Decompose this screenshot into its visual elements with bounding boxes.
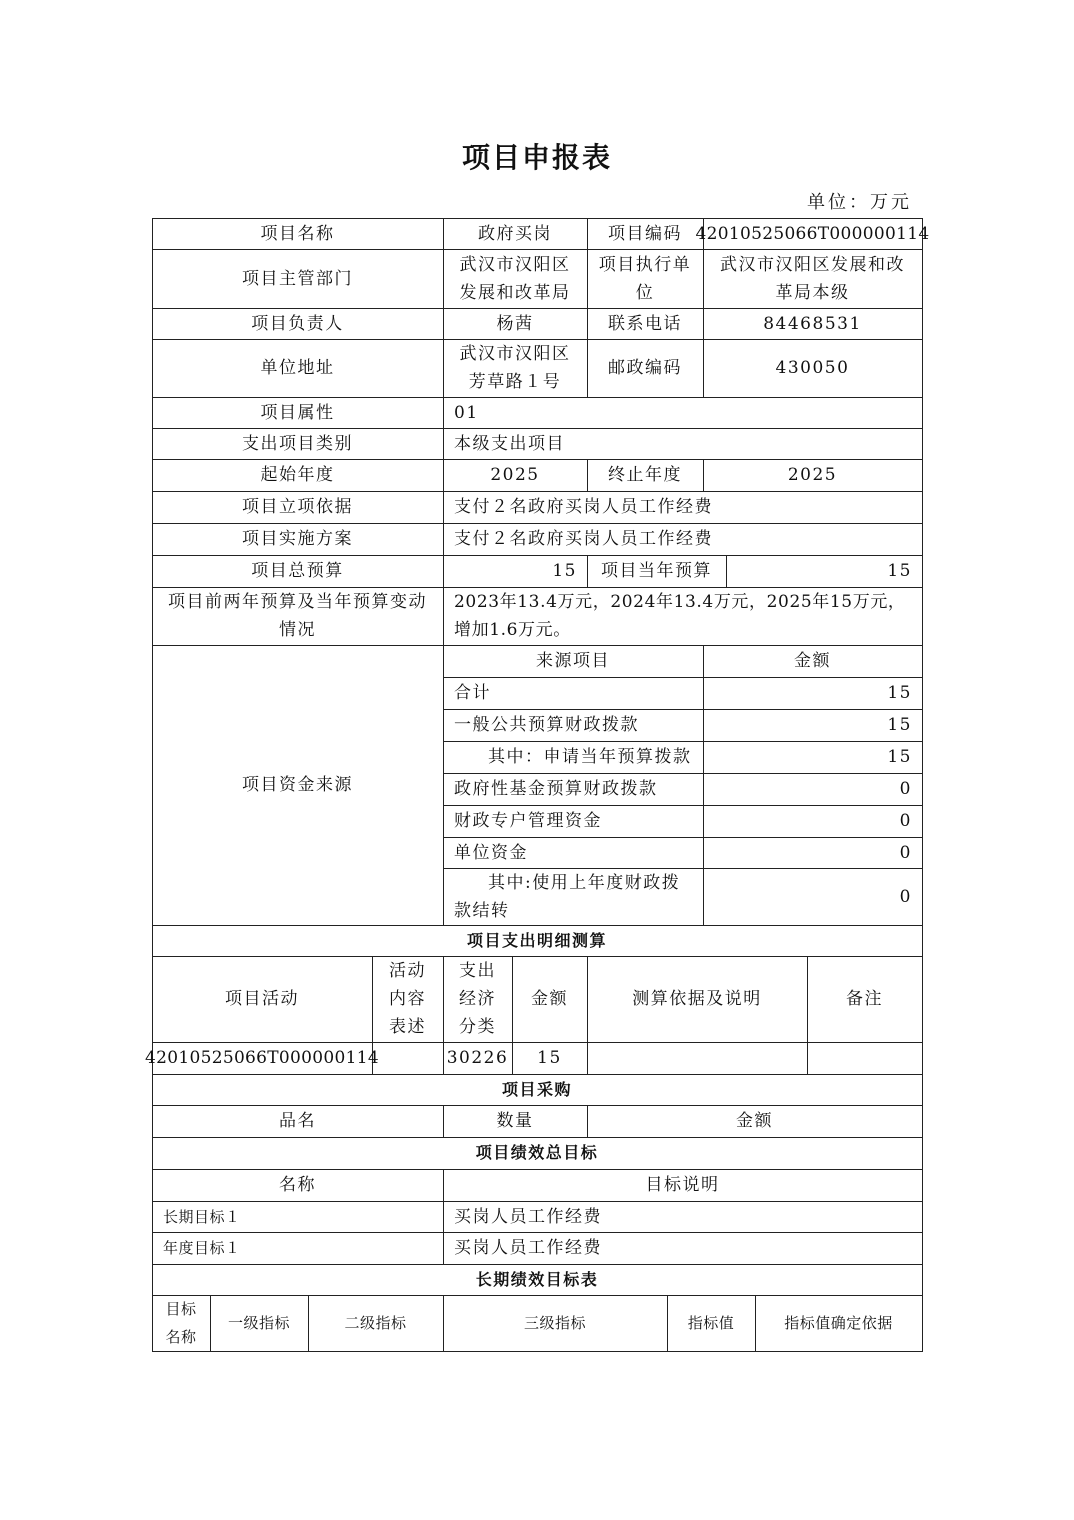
detail-header-amount: 金额 xyxy=(531,989,568,1009)
phone-label: 联系电话 xyxy=(608,313,682,334)
exec-unit-value: 武汉市汉阳区发展和改革局本级 xyxy=(720,254,905,303)
plan-label: 项目实施方案 xyxy=(242,529,353,549)
grid-line xyxy=(152,1351,923,1352)
detail-header-note: 备注 xyxy=(846,989,883,1009)
goals-section-title: 项目绩效总目标 xyxy=(475,1143,599,1162)
goals-header-desc: 目标说明 xyxy=(645,1175,720,1195)
postcode-value: 430050 xyxy=(775,358,850,378)
total-budget-label: 项目总预算 xyxy=(251,561,344,581)
procurement-header-qty: 数量 xyxy=(496,1111,534,1131)
goals-header-name: 名称 xyxy=(279,1175,316,1195)
detail-header-content: 活动内容表述 xyxy=(389,961,426,1037)
goal-name: 年度目标１ xyxy=(163,1239,241,1257)
procurement-header-amount: 金额 xyxy=(736,1111,773,1131)
dept-value: 武汉市汉阳区发展和改革局 xyxy=(459,254,571,303)
end-year-label: 终止年度 xyxy=(608,465,682,485)
funding-source-amount: 0 xyxy=(899,886,912,907)
funding-source-name: 合计 xyxy=(454,683,491,703)
funding-source-amount: 0 xyxy=(899,842,912,863)
funding-source-name: 财政专户管理资金 xyxy=(454,811,602,831)
start-year-label: 起始年度 xyxy=(260,465,335,485)
change-value: 2023年13.4万元，2024年13.4万元，2025年15万元，增加1.6万元。 xyxy=(454,592,906,640)
detail-header-basis: 测算依据及说明 xyxy=(632,989,762,1009)
category-value: 本级支出项目 xyxy=(454,433,565,454)
basis-label: 项目立项依据 xyxy=(242,497,353,517)
long-term-header-level1: 一级指标 xyxy=(227,1314,290,1332)
long-term-header-name: 目标名称 xyxy=(165,1300,197,1346)
dept-label: 项目主管部门 xyxy=(242,268,353,289)
long-term-header-level3: 三级指标 xyxy=(523,1314,586,1332)
year-budget-value: 15 xyxy=(887,561,912,581)
funding-label: 项目资金来源 xyxy=(242,775,353,795)
procurement-header-item: 品名 xyxy=(279,1111,316,1131)
funding-source-amount: 0 xyxy=(899,779,912,799)
funding-source-name: 其中：申请当年预算拨款 xyxy=(488,747,692,767)
long-term-header-level2: 二级指标 xyxy=(344,1314,407,1332)
phone-value: 84468531 xyxy=(763,313,862,334)
page-title: 项目申报表 xyxy=(461,141,612,174)
goal-desc: 买岗人员工作经费 xyxy=(454,1238,602,1258)
leader-value: 杨茜 xyxy=(496,313,534,334)
attr-label: 项目属性 xyxy=(260,402,335,423)
detail-row-econ: 30226 xyxy=(446,1048,509,1068)
goal-desc: 买岗人员工作经费 xyxy=(454,1206,602,1227)
funding-source-name: 单位资金 xyxy=(454,842,528,863)
project-code-label: 项目编码 xyxy=(608,223,682,244)
year-budget-label: 项目当年预算 xyxy=(601,561,712,581)
funding-source-name: 政府性基金预算财政拨款 xyxy=(454,779,658,799)
project-name-label: 项目名称 xyxy=(260,223,335,244)
detail-row-content xyxy=(372,1042,443,1074)
start-year-value: 2025 xyxy=(490,465,540,485)
funding-source-amount: 15 xyxy=(887,715,912,735)
change-label: 项目前两年预算及当年预算变动情况 xyxy=(168,592,427,640)
address-value: 武汉市汉阳区芳草路１号 xyxy=(459,344,571,392)
postcode-label: 邮政编码 xyxy=(608,358,682,378)
funding-source-name: 其中:使用上年度财政拨款结转 xyxy=(454,872,681,921)
detail-row-note xyxy=(807,1042,922,1074)
unit-label: 单位：万元 xyxy=(807,192,912,213)
detail-header-econ: 支出经济分类 xyxy=(459,961,496,1037)
detail-row-amount: 15 xyxy=(537,1048,562,1068)
grid-line xyxy=(922,218,923,1352)
exec-unit-label: 项目执行单位 xyxy=(598,254,692,303)
plan-value: 支付２名政府买岗人员工作经费 xyxy=(454,529,713,549)
long-term-header-value: 指标值 xyxy=(687,1314,735,1332)
category-label: 支出项目类别 xyxy=(242,433,353,454)
funding-source-amount: 0 xyxy=(899,811,912,831)
detail-row-basis xyxy=(587,1042,807,1074)
end-year-value: 2025 xyxy=(787,465,838,485)
attr-value: 01 xyxy=(454,402,479,423)
goal-name: 长期目标１ xyxy=(163,1207,241,1226)
project-name-value: 政府买岗 xyxy=(478,223,552,244)
funding-source-amount: 15 xyxy=(887,747,912,767)
address-label: 单位地址 xyxy=(260,358,335,378)
procurement-section-title: 项目采购 xyxy=(501,1079,572,1099)
total-budget-value: 15 xyxy=(552,561,577,581)
long-term-header-basis: 指标值确定依据 xyxy=(784,1314,893,1332)
detail-header-activity: 项目活动 xyxy=(225,989,299,1009)
funding-source-amount: 15 xyxy=(887,683,912,703)
funding-header-source: 来源项目 xyxy=(536,651,610,671)
funding-header-amount: 金额 xyxy=(794,651,831,671)
long-term-section-title: 长期绩效目标表 xyxy=(475,1269,599,1289)
project-code-value: 42010525066T000000114 xyxy=(695,223,930,244)
basis-value: 支付２名政府买岗人员工作经费 xyxy=(454,497,713,517)
detail-row-activity: 42010525066T000000114 xyxy=(145,1048,379,1068)
leader-label: 项目负责人 xyxy=(251,313,344,334)
funding-source-name: 一般公共预算财政拨款 xyxy=(454,715,639,735)
detail-section-title: 项目支出明细测算 xyxy=(466,930,607,950)
